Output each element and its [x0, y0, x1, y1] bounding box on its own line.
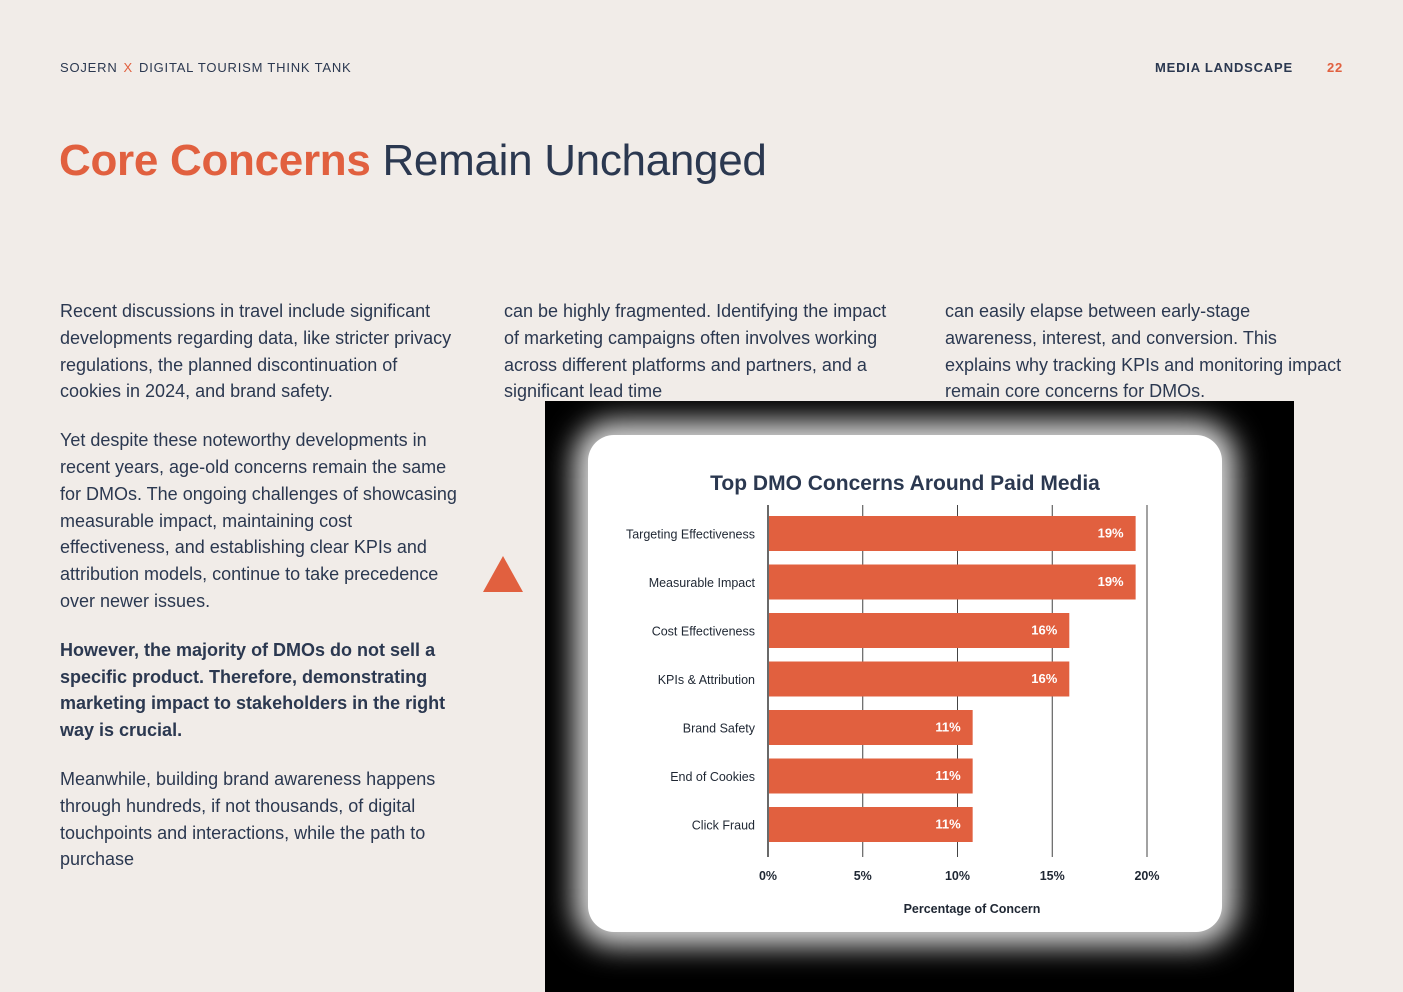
category-label: Targeting Effectiveness	[625, 527, 755, 542]
category-label: Brand Safety	[682, 721, 755, 736]
section-label: MEDIA LANDSCAPE	[1155, 60, 1293, 75]
data-label: 16%	[1031, 622, 1058, 638]
category-label: KPIs & Attribution	[657, 673, 755, 687]
brand-dttt: DIGITAL TOURISM THINK TANK	[139, 60, 352, 75]
header-brand	[60, 60, 351, 75]
text-column-1	[60, 298, 460, 895]
bar	[769, 662, 1069, 697]
chart-title: Top DMO Concerns Around Paid Media	[710, 472, 1100, 495]
title-accent: Core Concerns	[59, 136, 371, 185]
brand-sojern: SOJERN	[60, 60, 118, 75]
paragraph: Meanwhile, building brand awareness happens through hundreds, if not thousands, of digital touchpoints and interactions, while the path to purchase	[60, 768, 436, 870]
x-tick-label: 0%	[758, 869, 778, 883]
bar	[769, 613, 1069, 648]
highlight-paragraph: However, the majority of DMOs do not sell a specific product. Therefore, demonstrating marketing impact to stakeholders in the right way is crucial.	[60, 639, 446, 741]
paragraph: Yet despite these noteworthy developments in recent years, age-old concerns remain the same for DMOs. The ongoing challenges of showcasing measurable impact, maintaining cost effectiveness, and establishing clear KPIs and attribution models, continue to take precedence over newer issues.	[60, 430, 457, 611]
data-label: 19%	[1097, 525, 1124, 541]
bar-chart	[588, 435, 1222, 932]
data-label: 19%	[1097, 574, 1124, 589]
paragraph: can be highly fragmented. Identifying the impact of marketing campaigns often involves working across different platforms and partners, and a significant lead time	[504, 301, 887, 402]
triangle-decoration-icon	[483, 556, 523, 592]
data-label: 11%	[935, 768, 961, 783]
header-section	[1155, 60, 1343, 75]
category-label: End of Cookies	[670, 770, 755, 784]
x-tick-label: 5%	[853, 869, 872, 883]
title-rest: Remain Unchanged	[382, 136, 767, 185]
page-title	[59, 136, 767, 186]
category-label: Measurable Impact	[648, 576, 755, 590]
x-tick-label: 10%	[944, 869, 971, 883]
category-label: Cost Effectiveness	[651, 624, 755, 639]
x-tick-label: 15%	[1039, 869, 1065, 883]
x-tick-label: 20%	[1134, 869, 1160, 883]
bar	[769, 565, 1136, 600]
data-label: 11%	[935, 719, 961, 735]
bar	[769, 516, 1136, 551]
paragraph: Recent discussions in travel include significant developments regarding data, like stricter privacy regulations, the planned discontinuation of cookies in 2024, and brand safety.	[60, 301, 452, 402]
category-label: Click Fraud	[691, 818, 755, 833]
data-label: 11%	[935, 816, 961, 832]
brand-x-separator: X	[123, 60, 134, 75]
paragraph: can easily elapse between early-stage awareness, interest, and conversion. This explains why tracking KPIs and monitoring impact remain core concerns for DMOs.	[945, 301, 1342, 402]
data-label: 16%	[1031, 671, 1058, 686]
page-number: 22	[1326, 60, 1343, 75]
x-axis-label: Percentage of Concern	[903, 902, 1041, 916]
chart-card	[588, 435, 1222, 932]
